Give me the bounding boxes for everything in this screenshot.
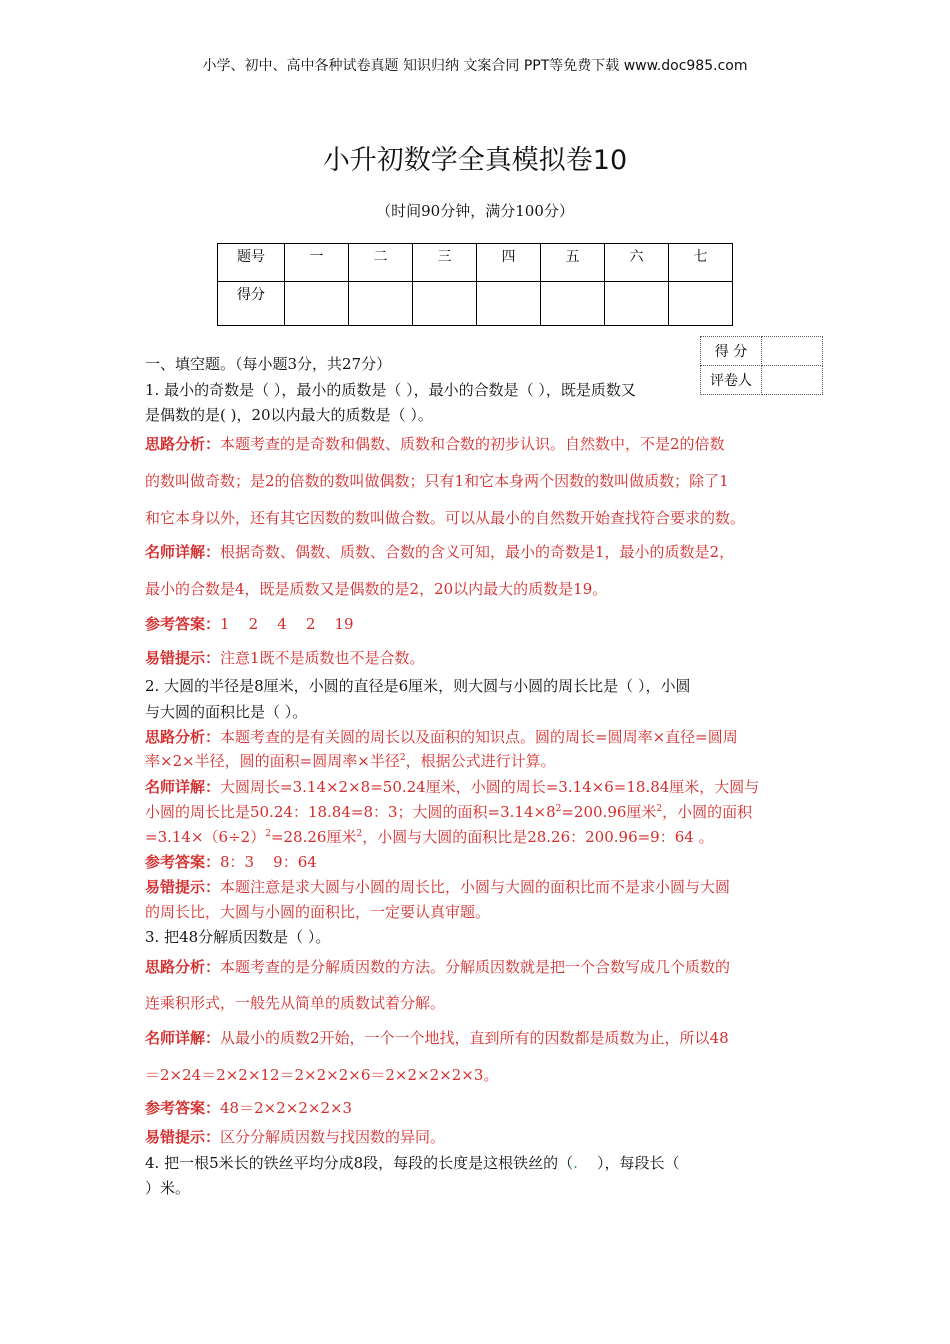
q1-explain-2: 最小的合数是4，既是质数又是偶数的是2，20以内最大的质数是19。 xyxy=(145,580,608,598)
column-header: 六 xyxy=(605,244,669,282)
exam-title: 小升初数学全真模拟卷10 xyxy=(322,145,628,176)
analysis-label: 思路分析： xyxy=(145,728,221,746)
question-4-line-1: 4. 把一根5米长的铁丝平均分成8段，每段的长度是这根铁丝的（. ），每段长（ xyxy=(145,1154,680,1172)
q2-answer: 参考答案：8：3 9：64 xyxy=(145,853,317,871)
mistake-label: 易错提示： xyxy=(145,649,221,667)
score-cell xyxy=(285,282,349,326)
analysis-label: 思路分析： xyxy=(145,435,221,453)
q1-analysis-3: 和它本身以外，还有其它因数的数叫做合数。可以从最小的自然数开始查找符合要求的数。 xyxy=(145,509,746,527)
exam-subtitle: （时间90分钟，满分100分） xyxy=(376,202,574,220)
explain-label: 名师详解： xyxy=(145,778,221,796)
mistake-label: 易错提示： xyxy=(145,878,221,896)
column-header: 七 xyxy=(669,244,733,282)
explain-label: 名师详解： xyxy=(145,1029,221,1047)
q2-mistake-2: 的周长比，大圆与小圆的面积比，一定要认真审题。 xyxy=(145,903,491,921)
question-2-line-1: 2. 大圆的半径是8厘米，小圆的直径是6厘米，则大圆与小圆的周长比是（ ），小圆 xyxy=(145,677,691,695)
grader-name-label: 评卷人 xyxy=(701,366,762,395)
q3-explain-1: 名师详解：从最小的质数2开始，一个一个地找，直到所有的因数都是质数为止，所以48 xyxy=(145,1029,729,1047)
q3-explain-2: ＝2×24＝2×2×12＝2×2×2×6＝2×2×2×2×3。 xyxy=(145,1066,499,1084)
q3-analysis-1: 思路分析：本题考查的是分解质因数的方法。分解质因数就是把一个合数写成几个质数的 xyxy=(145,958,731,976)
q2-explain-1: 名师详解：大圆周长=3.14×2×8=50.24厘米，小圆的周长=3.14×6=18.84厘米，大圆与 xyxy=(145,778,760,796)
q3-mistake: 易错提示：区分分解质因数与找因数的异同。 xyxy=(145,1128,446,1146)
q3-answer: 参考答案：48＝2×2×2×2×3 xyxy=(145,1099,353,1117)
q2-explain-3: $=3.14\times(6\div 2)^2=28.26$厘米$^2$，小圆与大圆的面积比是28.26：200.96=9：64 。 xyxy=(145,828,714,846)
question-1-line-1: 1. 最小的奇数是（ ），最小的质数是（ ），最小的合数是（ ），既是质数又 xyxy=(145,381,636,399)
column-header: 三 xyxy=(413,244,477,282)
score-cell xyxy=(413,282,477,326)
row-label-score: 得分 xyxy=(218,282,285,326)
score-cell xyxy=(477,282,541,326)
q1-mistake: 易错提示：注意1既不是质数也不是合数。 xyxy=(145,649,425,667)
question-3-line-1: 3. 把48分解质因数是（ ）。 xyxy=(145,928,331,946)
column-header: 二 xyxy=(349,244,413,282)
site-banner: 小学、初中、高中各种试卷真题 知识归纳 文案合同 PPT等免费下载 www.doc985.com xyxy=(202,58,748,74)
section-heading: 一、填空题。（每小题3分，共27分） xyxy=(145,355,392,373)
q2-analysis-1: 思路分析：本题考查的是有关圆的周长以及面积的知识点。圆的周长=圆周率×直径=圆周 xyxy=(145,728,738,746)
score-cell xyxy=(605,282,669,326)
score-cell xyxy=(669,282,733,326)
answer-label: 参考答案： xyxy=(145,853,221,871)
question-1-line-2: 是偶数的是( )，20以内最大的质数是（ ）。 xyxy=(145,406,433,424)
row-label-question-number: 题号 xyxy=(218,244,285,282)
column-header: 一 xyxy=(285,244,349,282)
column-header: 四 xyxy=(477,244,541,282)
question-4-line-2: ）米。 xyxy=(145,1179,191,1197)
q2-explain-2: 小圆的周长比是50.24：18.84=8：3；大圆的面积$=3.14\times 8^2=200.96$厘米$^2$，小圆的面积 xyxy=(145,803,753,821)
question-2-line-2: 与大圆的面积比是（ ）。 xyxy=(145,703,308,721)
score-cell xyxy=(349,282,413,326)
q2-mistake-1: 易错提示：本题注意是求大圆与小圆的周长比，小圆与大圆的面积比而不是求小圆与大圆 xyxy=(145,878,731,896)
analysis-label: 思路分析： xyxy=(145,958,221,976)
grader-name-cell xyxy=(762,366,823,395)
grader-score-cell xyxy=(762,337,823,366)
q2-analysis-2: 率×2×半径，圆的面积=圆周率×半径$^2$，根据公式进行计算。 xyxy=(145,752,556,770)
q1-analysis-1: 思路分析：本题考查的是奇数和偶数、质数和合数的初步认识。自然数中，不是2的倍数 xyxy=(145,435,725,453)
column-header: 五 xyxy=(541,244,605,282)
mistake-label: 易错提示： xyxy=(145,1128,221,1146)
explain-label: 名师详解： xyxy=(145,543,221,561)
score-table xyxy=(217,243,733,326)
score-cell xyxy=(541,282,605,326)
answer-label: 参考答案： xyxy=(145,615,221,633)
grader-score-label: 得 分 xyxy=(701,337,762,366)
q3-analysis-2: 连乘积形式，一般先从简单的质数试着分解。 xyxy=(145,994,446,1012)
q1-analysis-2: 的数叫做奇数；是2的倍数的数叫做偶数；只有1和它本身两个因数的数叫做质数；除了1 xyxy=(145,472,729,490)
q1-explain-1: 名师详解：根据奇数、偶数、质数、合数的含义可知，最小的奇数是1，最小的质数是2， xyxy=(145,543,735,561)
question-number-row xyxy=(218,244,733,282)
q1-answer: 参考答案：1 2 4 2 19 xyxy=(145,615,354,633)
answer-label: 参考答案： xyxy=(145,1099,221,1117)
score-row xyxy=(218,282,733,326)
grader-box xyxy=(700,336,823,395)
